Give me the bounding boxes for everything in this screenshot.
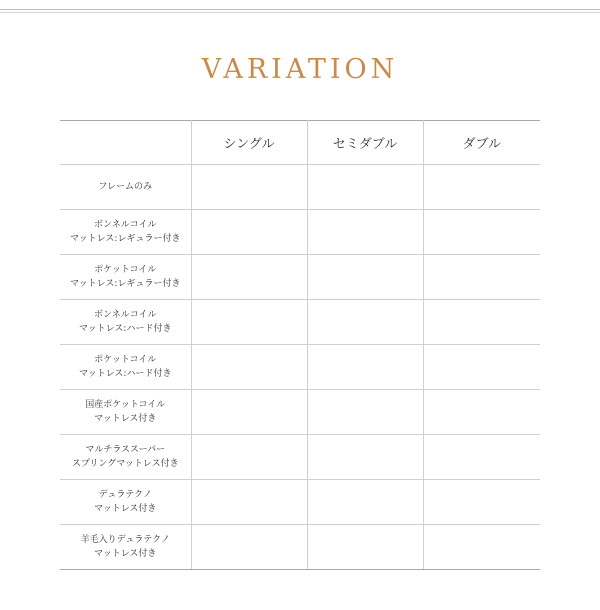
table-cell [307,210,423,255]
row-label-line1: ボンネルコイル [94,220,157,230]
table-cell [307,345,423,390]
row-header [60,300,191,345]
table-cell [423,390,540,435]
table-cell [423,480,540,525]
row-label-line2: マットレス:ハード付き [79,324,172,334]
top-rule-inner [0,12,600,13]
table-cell [423,435,540,480]
table-row [60,480,540,525]
row-header [60,255,191,300]
row-header [60,480,191,525]
table-cell [307,525,423,570]
table-row [60,525,540,570]
row-label-line1: ポケットコイル [94,355,157,365]
table-row [60,435,540,480]
table-cell [307,480,423,525]
table-row [60,300,540,345]
row-header [60,345,191,390]
table-row [60,255,540,300]
table-cell [307,255,423,300]
row-header [60,390,191,435]
header-corner-cell [60,121,191,165]
table-cell [307,300,423,345]
row-label-line1: フレームのみ [98,182,153,192]
table-cell [423,255,540,300]
column-header-semi-double: セミダブル [307,121,423,165]
row-label-line2: マットレス付き [94,414,157,424]
table-cell [307,390,423,435]
table-row [60,390,540,435]
table-row [60,210,540,255]
table-cell [191,480,307,525]
table-cell [191,525,307,570]
row-header [60,165,191,210]
table-cell [307,165,423,210]
table-cell [423,300,540,345]
table-row [60,345,540,390]
table-header-row [60,121,540,165]
table-cell [423,525,540,570]
table-cell [191,300,307,345]
row-label-line2: マットレス:レギュラー付き [70,234,181,244]
table-cell [191,255,307,300]
row-label-line1: ポケットコイル [94,265,157,275]
row-label-line2: マットレス付き [94,549,157,559]
column-header-single: シングル [191,121,307,165]
row-label-line2: マットレス:レギュラー付き [70,279,181,289]
table-cell [423,210,540,255]
row-label-line1: 羊毛入りデュラテクノ [80,535,170,545]
row-label-line2: マットレス:ハード付き [79,369,172,379]
row-label-line2: スプリングマットレス付き [71,459,179,469]
row-header [60,435,191,480]
table-cell [191,390,307,435]
row-label-line1: デュラテクノ [98,490,152,500]
page-title: VARIATION [201,54,399,85]
column-header-double: ダブル [423,121,540,165]
table-cell [423,165,540,210]
row-label-line2: マットレス付き [94,504,157,514]
table-cell [423,345,540,390]
row-label-line1: 国産ポケットコイル [85,400,166,410]
table-row [60,165,540,210]
table-cell [191,165,307,210]
table-cell [191,345,307,390]
row-label-line1: マルチラススーパー [85,445,166,455]
row-header [60,210,191,255]
variation-table [60,120,540,570]
row-header [60,525,191,570]
row-label-line1: ボンネルコイル [94,310,157,320]
top-rule [0,9,600,10]
table-cell [191,210,307,255]
table-cell [191,435,307,480]
table-cell [307,435,423,480]
